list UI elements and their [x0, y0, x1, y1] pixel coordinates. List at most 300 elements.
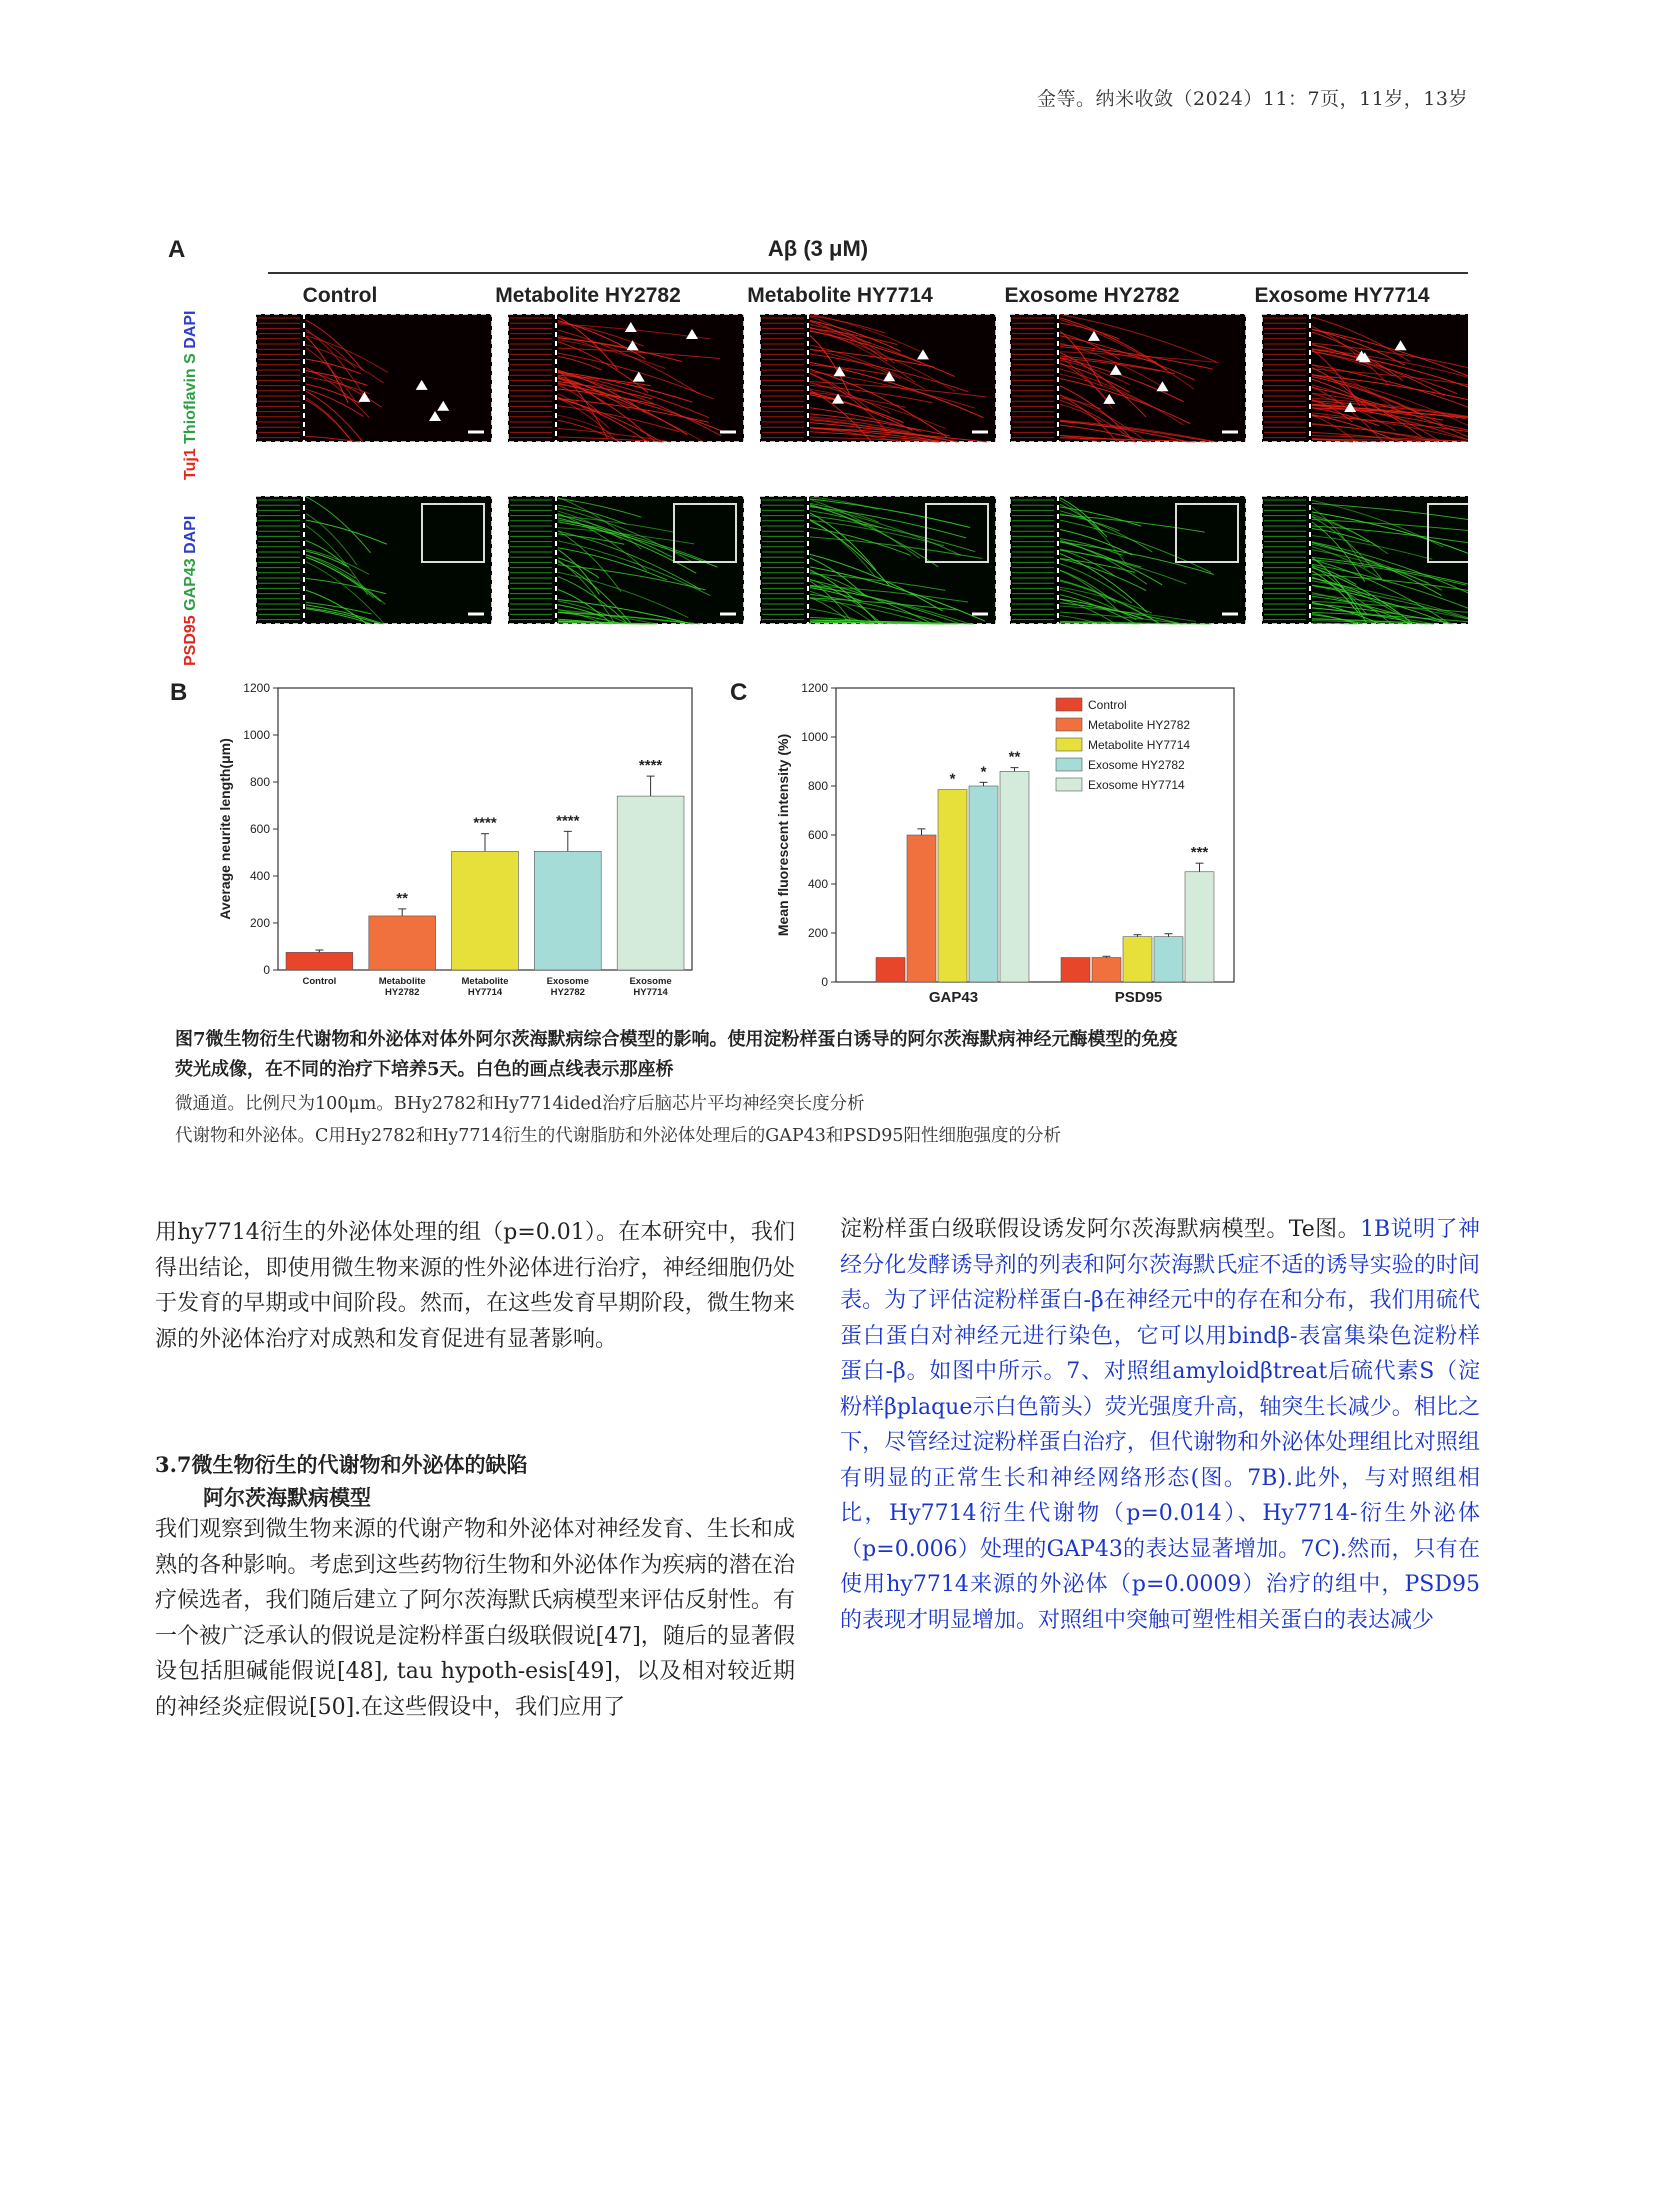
fluorescent-intensity-chart: [720, 672, 1260, 1018]
neurite-fiber: [1312, 608, 1434, 624]
y-tick-label: 600: [249, 822, 270, 836]
neurite-fiber: [1060, 360, 1130, 385]
neurite-fiber: [1060, 438, 1195, 442]
figure-panel-a: [168, 236, 1468, 666]
neurite-fiber: [1312, 578, 1370, 596]
gap43-micrograph-4: [1010, 496, 1246, 624]
bar: [1185, 872, 1214, 982]
micrograph-background: [1010, 314, 1246, 442]
neurite-fiber: [306, 336, 388, 373]
neurite-fiber: [306, 345, 384, 383]
neurite-fiber: [810, 383, 890, 414]
neurite-fiber: [306, 557, 374, 598]
neurite-fiber: [1060, 599, 1143, 619]
arrowhead-marker: [627, 340, 639, 350]
neurite-fiber: [306, 549, 369, 574]
neurite-fiber: [1312, 436, 1468, 442]
neurite-fiber: [810, 516, 975, 552]
arrowhead-marker: [625, 322, 637, 332]
tile-border: [760, 496, 996, 624]
neurite-fiber: [558, 372, 709, 417]
neurite-fiber: [1312, 604, 1453, 624]
arrowhead-marker: [833, 366, 845, 376]
micrograph-background: [1010, 496, 1246, 624]
neurite-fiber: [1060, 542, 1214, 574]
neurite-fiber: [810, 506, 866, 527]
neurite-fiber: [810, 591, 875, 624]
neurite-fiber: [558, 541, 710, 596]
neurite-fiber: [1312, 329, 1405, 365]
neurite-fiber: [558, 377, 605, 404]
y-tick-label: 200: [249, 916, 270, 930]
neurite-fiber: [1312, 601, 1468, 614]
micrograph-background: [508, 314, 744, 442]
neurite-fiber: [1060, 515, 1205, 532]
neurite-fiber: [810, 314, 920, 352]
neurite-fiber: [1312, 401, 1468, 442]
neurite-fiber: [1312, 543, 1441, 596]
neurite-fiber: [1060, 320, 1194, 389]
neurite-fiber: [558, 505, 626, 524]
neurite-fiber: [558, 497, 641, 549]
neurite-fiber: [1312, 623, 1357, 624]
neurite-fiber: [810, 558, 865, 596]
neurite-fiber: [810, 331, 955, 376]
neurite-fiber: [558, 370, 608, 438]
tile-border: [256, 496, 492, 624]
arrowhead-marker: [1359, 352, 1371, 362]
neurite-length-chart: [160, 672, 720, 1002]
neurite-fiber: [1312, 571, 1358, 613]
neurite-fiber: [810, 345, 925, 389]
tuj1-micrograph-3: [760, 314, 996, 442]
x-tick-label: PSD95: [1114, 989, 1163, 1006]
tuj1-micrograph-4: [1010, 314, 1246, 442]
neurite-fiber: [1312, 526, 1468, 546]
neurite-fiber: [810, 594, 946, 624]
bar: [907, 835, 936, 982]
neurite-fiber: [306, 337, 348, 403]
dapi-label: DAPI: [182, 515, 199, 559]
neurite-fiber: [1060, 420, 1217, 442]
neurite-fiber: [810, 580, 933, 624]
neurite-fiber: [810, 598, 956, 610]
neurite-fiber: [1060, 599, 1116, 624]
tile-border: [256, 314, 492, 442]
neurite-fiber: [1060, 554, 1147, 613]
gap43-micrograph-1: [256, 496, 492, 624]
arrowhead-marker: [1356, 351, 1368, 361]
neurite-fiber: [810, 349, 935, 367]
section-heading-line-1: 3.7微生物衍生的代谢物和外泌体的缺陷: [155, 1452, 528, 1477]
neurite-fiber: [558, 420, 621, 442]
tuj1-micrograph-1: [256, 314, 492, 442]
neurite-fiber: [558, 338, 682, 362]
neurite-fiber: [810, 335, 850, 395]
neurite-fiber: [558, 376, 630, 410]
neurite-fiber: [1312, 344, 1394, 376]
neurite-fiber: [1312, 522, 1365, 582]
neurite-fiber: [1312, 593, 1411, 624]
neurite-fiber: [810, 362, 983, 417]
neurite-fiber: [1060, 520, 1211, 572]
neurite-fiber: [1060, 612, 1183, 624]
neurite-fiber: [306, 398, 349, 438]
neurite-fiber: [1060, 514, 1119, 531]
neurite-fiber: [1060, 570, 1116, 603]
neurite-fiber: [558, 612, 700, 624]
neurite-fiber: [306, 590, 367, 624]
neurite-fiber: [810, 497, 878, 509]
neurite-fiber: [1060, 346, 1156, 362]
neurite-fiber: [1060, 587, 1152, 613]
significance-label: **: [1008, 748, 1021, 766]
neurite-fiber: [1060, 529, 1132, 555]
neurite-fiber: [558, 321, 645, 359]
neurite-fiber: [1312, 503, 1468, 520]
neurite-fiber: [810, 511, 882, 528]
neurite-fiber: [1312, 377, 1422, 415]
neurite-fiber: [1060, 606, 1196, 621]
neurite-fiber: [1312, 369, 1468, 389]
thioflavin-label: Thioflavin S: [182, 353, 199, 449]
neurite-fiber: [558, 372, 692, 402]
neurite-fiber: [306, 371, 368, 386]
neurite-fiber: [558, 520, 707, 562]
neurite-fiber: [306, 605, 384, 624]
neurite-fiber: [1312, 415, 1399, 442]
neurite-fiber: [810, 354, 968, 392]
neurite-fiber: [558, 340, 665, 369]
neurite-fiber: [1312, 375, 1468, 401]
neurite-fiber: [810, 374, 886, 431]
neurite-fiber: [810, 513, 876, 570]
neurite-fiber: [1312, 508, 1365, 568]
legend-label: Metabolite HY7714: [1088, 738, 1191, 752]
neurite-fiber: [1060, 580, 1160, 624]
arrowhead-marker: [1088, 331, 1100, 341]
gap43-micrograph-5: [1262, 496, 1468, 624]
bar: [1123, 937, 1152, 982]
bar: [969, 786, 998, 982]
neurite-fiber: [1060, 540, 1147, 584]
neurite-fiber: [558, 605, 602, 617]
neurite-fiber: [810, 520, 944, 546]
micrograph-background: [508, 496, 744, 624]
neurite-fiber: [1312, 413, 1468, 442]
caption-line-2: 荧光成像，在不同的治疗下培养5天。白色的画点线表示那座桥: [175, 1059, 674, 1080]
neurite-fiber: [810, 504, 938, 566]
neurite-fiber: [810, 385, 932, 402]
neurite-fiber: [1312, 405, 1467, 419]
tile-border: [508, 314, 744, 442]
neurite-fiber: [810, 598, 852, 624]
caption-line-1: 图7微生物衍生代谢物和外泌体对体外阿尔茨海默病综合模型的影响。使用淀粉样蛋白诱导的阿尔茨海默病神经元酶模型的免疫: [175, 1029, 1178, 1050]
neurite-fiber: [1312, 557, 1468, 588]
neurite-fiber: [1060, 314, 1216, 361]
abeta-condition-label: Aβ (3 μM): [767, 236, 869, 261]
neurite-fiber: [558, 499, 641, 518]
neurite-fiber: [1060, 353, 1146, 417]
neurite-fiber: [1060, 507, 1141, 526]
neurite-fiber: [1312, 385, 1440, 441]
x-tick-label: Exosome: [546, 976, 589, 987]
neurite-fiber: [1312, 365, 1468, 419]
neurite-fiber: [1312, 565, 1356, 584]
neurite-fiber: [810, 585, 968, 602]
neurite-fiber: [810, 537, 982, 559]
tile-border: [1010, 314, 1246, 442]
neurite-fiber: [1312, 542, 1468, 599]
panel-letter: B: [170, 679, 188, 706]
neurite-fiber: [1312, 349, 1468, 397]
neurite-fiber: [306, 320, 364, 371]
y-axis-label: Mean fluorescent intensity (%): [775, 733, 791, 937]
neurite-fiber: [558, 621, 645, 624]
neurite-fiber: [1060, 422, 1214, 442]
neurite-fiber: [810, 324, 871, 343]
neurite-fiber: [558, 330, 699, 394]
dapi-label: DAPI: [182, 310, 199, 354]
neurite-fiber: [558, 338, 637, 350]
neurite-fiber: [810, 554, 942, 611]
gap43-micrograph-3: [760, 496, 996, 624]
neurite-fiber: [306, 555, 356, 579]
neurite-fiber: [306, 526, 368, 595]
neurite-fiber: [1060, 358, 1112, 409]
neurite-fiber: [810, 567, 985, 621]
neurite-fiber: [558, 370, 646, 412]
neurite-fiber: [810, 620, 873, 624]
neurite-fiber: [1060, 374, 1152, 407]
condition-bracket-line: [268, 272, 1468, 274]
y-tick-label: 400: [249, 869, 270, 883]
neurite-fiber: [1312, 352, 1373, 369]
neurite-fiber: [558, 609, 604, 624]
body-right-first-line: 淀粉样蛋白级联假设诱发阿尔茨海默病模型。Te图。: [840, 1217, 1361, 1242]
neurite-fiber: [558, 317, 618, 369]
neurite-fiber: [558, 548, 667, 580]
running-header: 金等。纳米收敛（2024）11：7页，11岁，13岁: [1037, 88, 1468, 110]
neurite-fiber: [306, 557, 381, 601]
neurite-fiber: [1060, 395, 1117, 442]
x-tick-label: GAP43: [928, 989, 979, 1006]
column-label-exosome-hy7714: Exosome HY7714: [1254, 284, 1430, 307]
bar: [1092, 958, 1121, 983]
row1-stain-label: [182, 311, 200, 481]
neurite-fiber: [1312, 329, 1468, 387]
x-tick-label: Control: [302, 976, 337, 987]
neurite-fiber: [810, 570, 878, 623]
neurite-fiber: [810, 328, 922, 363]
neurite-fiber: [1060, 622, 1140, 624]
neurite-fiber: [810, 393, 864, 408]
neurite-fiber: [1312, 619, 1428, 624]
neurite-fiber: [1312, 368, 1372, 413]
neurite-fiber: [1060, 538, 1123, 555]
neurite-fiber: [558, 511, 622, 540]
neurite-fiber: [558, 398, 618, 442]
neurite-fiber: [558, 356, 602, 370]
neurite-fiber: [810, 499, 970, 528]
tile-border: [1010, 496, 1246, 624]
bar: [286, 952, 353, 970]
neurite-fiber: [558, 324, 710, 339]
arrowhead-marker: [1103, 394, 1115, 404]
neurite-fiber: [306, 436, 360, 442]
neurite-fiber: [810, 507, 966, 538]
arrowhead-marker: [883, 371, 895, 381]
legend-swatch: [1056, 778, 1082, 791]
neurite-fiber: [558, 428, 670, 442]
neurite-fiber: [1312, 349, 1468, 386]
gap43-micrograph-2: [508, 496, 744, 624]
neurite-fiber: [1312, 615, 1363, 624]
neurite-fiber: [558, 348, 720, 358]
inset-box: [422, 504, 484, 562]
neurite-fiber: [1312, 557, 1366, 622]
neurite-fiber: [306, 541, 347, 567]
tile-border: [1262, 314, 1468, 442]
neurite-fiber: [558, 601, 629, 624]
neurite-fiber: [810, 373, 873, 412]
neurite-fiber: [558, 522, 717, 567]
neurite-fiber: [558, 399, 662, 442]
neurite-fiber: [1312, 620, 1408, 624]
neurite-fiber: [810, 588, 862, 602]
neurite-fiber: [558, 622, 657, 624]
neurite-fiber: [1312, 516, 1377, 546]
neurite-fiber: [1312, 394, 1395, 431]
bar: [1154, 937, 1183, 982]
panel-a-letter: A: [168, 236, 186, 263]
neurite-fiber: [810, 579, 882, 624]
neurite-fiber: [810, 417, 910, 432]
neurite-fiber: [810, 499, 920, 558]
neurite-fiber: [810, 420, 957, 442]
neurite-fiber: [1060, 369, 1183, 425]
neurite-fiber: [810, 622, 958, 624]
body-right-column: [840, 1212, 1480, 1638]
bar: [452, 851, 519, 970]
neurite-fiber: [810, 622, 944, 624]
neurite-fiber: [306, 329, 365, 396]
neurite-fiber: [810, 609, 869, 624]
neurite-fiber: [1312, 567, 1410, 621]
section-heading-line-2: 阿尔茨海默病模型: [203, 1485, 371, 1510]
neurite-fiber: [1060, 621, 1177, 624]
neurite-fiber: [810, 389, 946, 428]
bar: [617, 796, 684, 970]
neurite-fiber: [810, 395, 904, 423]
neurite-fiber: [558, 513, 647, 571]
neurite-fiber: [1060, 504, 1107, 536]
neurite-fiber: [1060, 333, 1120, 360]
neurite-fiber: [1060, 436, 1136, 442]
column-label-metabolite-hy2782: Metabolite HY2782: [495, 284, 681, 307]
neurite-fiber: [810, 519, 875, 576]
neurite-fiber: [810, 418, 939, 442]
neurite-fiber: [306, 609, 372, 624]
neurite-fiber: [810, 428, 947, 442]
neurite-fiber: [558, 382, 652, 399]
neurite-fiber: [306, 370, 382, 407]
neurite-fiber: [1312, 343, 1468, 374]
neurite-fiber: [1060, 336, 1195, 380]
significance-label: *: [949, 770, 956, 788]
neurite-fiber: [1060, 550, 1141, 567]
neurite-fiber: [810, 586, 970, 624]
panel-letter: C: [730, 679, 748, 706]
neurite-fiber: [1312, 424, 1438, 442]
neurite-fiber: [1312, 514, 1388, 553]
neurite-fiber: [810, 437, 938, 442]
neurite-fiber: [1312, 345, 1444, 396]
neurite-fiber: [306, 359, 361, 374]
neurite-fiber: [1060, 379, 1190, 424]
x-tick-label: Exosome: [629, 976, 672, 987]
neurite-fiber: [1060, 559, 1146, 591]
neurite-fiber: [1312, 595, 1468, 621]
arrowhead-marker: [429, 411, 441, 421]
neurite-fiber: [810, 349, 901, 378]
inset-box: [926, 504, 988, 562]
tile-border: [1262, 496, 1468, 624]
neurite-fiber: [1312, 544, 1442, 590]
neurite-fiber: [558, 415, 615, 435]
neurite-fiber: [558, 353, 714, 399]
neurite-fiber: [1312, 438, 1366, 442]
neurite-fiber: [1060, 356, 1161, 371]
neurite-fiber: [1312, 388, 1468, 442]
neurite-fiber: [558, 406, 679, 432]
neurite-fiber: [558, 383, 704, 442]
neurite-fiber: [1060, 358, 1184, 402]
neurite-fiber: [1312, 408, 1468, 420]
column-label-metabolite-hy7714: Metabolite HY7714: [747, 284, 933, 307]
neurite-fiber: [558, 528, 694, 544]
neurite-fiber: [1312, 560, 1466, 585]
neurite-fiber: [1060, 541, 1162, 584]
y-tick-label: 200: [807, 926, 828, 940]
neurite-fiber: [1060, 395, 1147, 442]
neurite-fiber: [558, 619, 611, 624]
neurite-fiber: [810, 321, 887, 361]
neurite-fiber: [1312, 602, 1380, 624]
x-tick-label: HY2782: [550, 987, 585, 998]
micrograph-background: [1262, 496, 1468, 624]
neurite-fiber: [306, 602, 372, 614]
neurite-fiber: [1312, 536, 1432, 560]
neurite-fiber: [810, 392, 906, 407]
neurite-fiber: [558, 612, 694, 624]
neurite-fiber: [810, 617, 898, 624]
body-right-highlighted-text: 1B说明了神经分化发酵诱导剂的列表和阿尔茨海默氏症不适的诱导实验的时间表。为了评估淀粉样蛋白-β在神经元中的存在和分布，我们用硫代蛋白蛋白对神经元进行染色，它可以用bindβ-表富集染色淀粉样蛋白-β。如图中所示。7、对照组amyloidβtreat后硫代素S（淀粉样βplaque示白色箭头）荧光强度升高，轴突生长减少。相比之下，尽管经过淀粉样蛋白治疗，但代谢物和外泌体处理组比对照组有明显的正常生长和神经网络形态(图。7B).此外，与对照组相比，Hy7714衍生代谢物（p=0.014）、Hy7714-衍生外泌体（p=0.006）处理的GAP43的表达显著增加。7C).然而，只有在使用hy7714来源的外泌体（p=0.0009）治疗的组中，PSD95的表现才明显增加。对照组中突触可塑性相关蛋白的表达减少: [840, 1217, 1480, 1633]
neurite-fiber: [558, 378, 655, 441]
significance-label: ****: [638, 757, 663, 775]
arrowhead-marker: [358, 392, 370, 402]
neurite-fiber: [1312, 596, 1395, 613]
neurite-fiber: [810, 520, 890, 586]
neurite-fiber: [558, 550, 599, 595]
neurite-fiber: [558, 515, 672, 557]
neurite-fiber: [810, 428, 900, 442]
arrowhead-marker: [1156, 381, 1168, 391]
micrograph-background: [256, 496, 492, 624]
neurite-fiber: [1060, 589, 1137, 620]
row2-stain-label: [182, 516, 200, 666]
neurite-fiber: [306, 384, 360, 403]
